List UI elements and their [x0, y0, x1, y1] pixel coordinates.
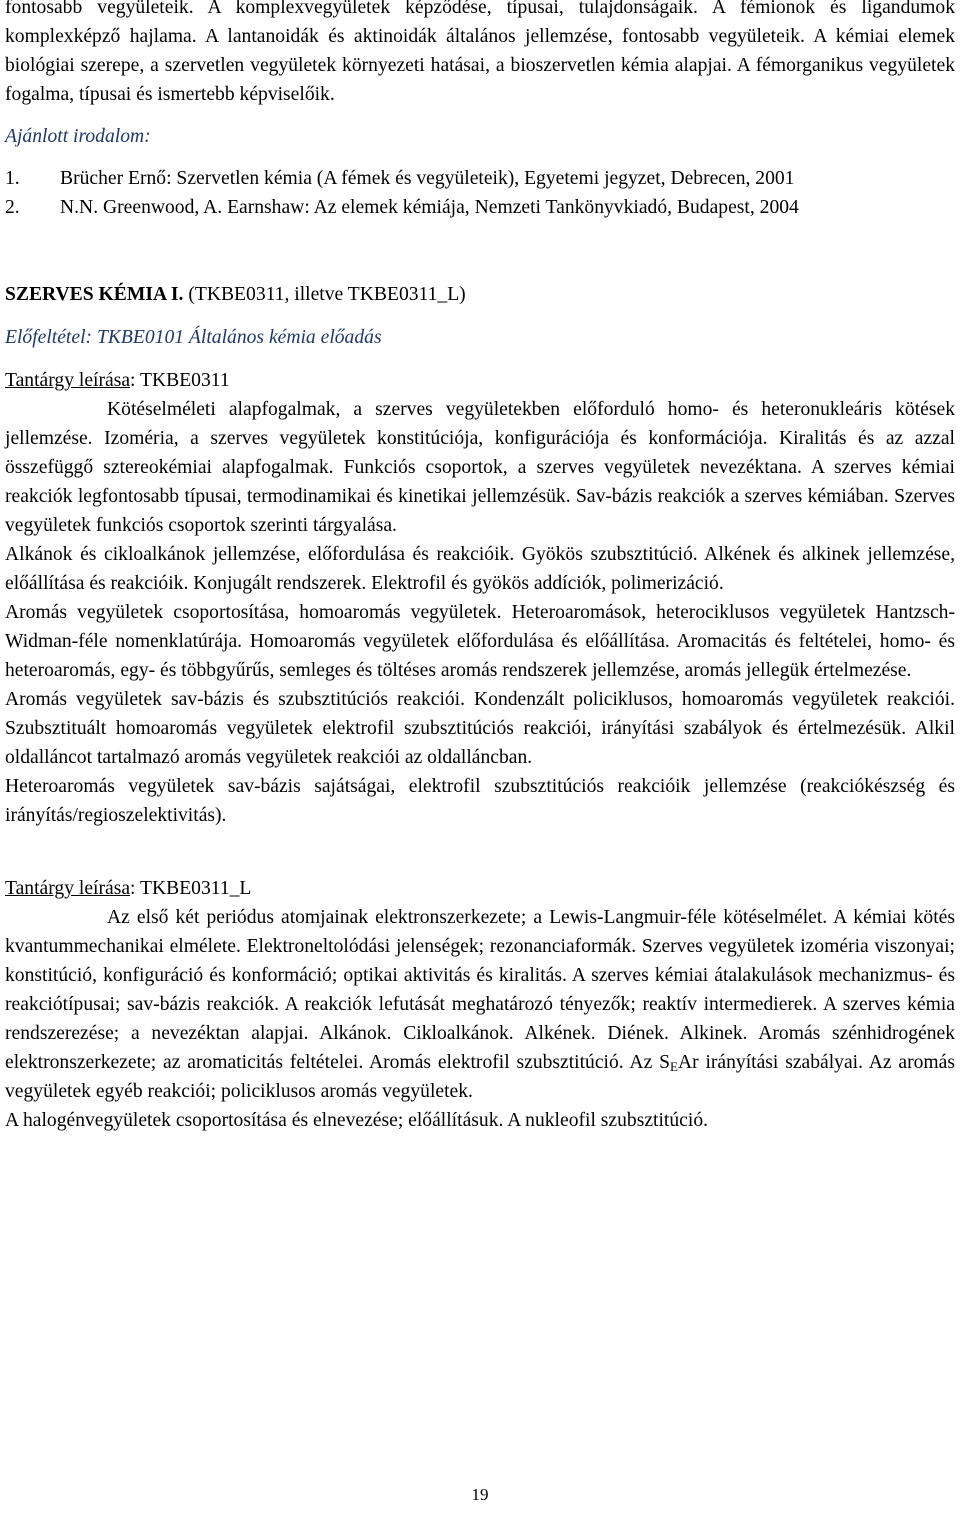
- description-paragraph: Aromás vegyületek csoportosítása, homoaromás vegyületek. Heteroaromások, heterociklusos vegyületek Hantzsch-Widman-féle nomenklatúrája. Homoaromás vegyületek előfordulása és előállítása. Aromacitás és feltételei, homo- és heteroaromás, egy- és többgyűrűs, semleges és töltéses aromás rendszerek jellemzése, aromás jellegük értelmezése.: [5, 602, 955, 681]
- reference-item: [5, 193, 955, 222]
- intro-paragraph: fontosabb vegyületeik. A komplexvegyületek képződése, típusai, tulajdonságaik. A fémionok és ligandumok komplexképző hajlama. A lantanoidák és aktinoidák általános jellemzése, fontosabb vegyületeik. A kémiai elemek biológiai szerepe, a szervetlen vegyületek környezeti hatásai, a bioszervetlen kémia alapjai. A fémorganikus vegyületek fogalma, típusai és ismertebb képviselőik.: [5, 0, 955, 105]
- description-label: Tantárgy leírása: [5, 370, 131, 391]
- description-code: : TKBE0311_L: [130, 878, 252, 899]
- prerequisite: Előfeltétel: TKBE0101 Általános kémia előadás: [5, 327, 382, 348]
- lab-description-text: Az első két periódus atomjainak elektronszerkezete; a Lewis-Langmuir-féle kötéselmélet. A kémiai kötés kvantummechanikai elmélete. Elektroneltolódási jelenségek; rezonanciaformák. Szerves vegyületek izoméria viszonyai; konstitúció, konfiguráció és konformáció; optikai aktivitás és kiralitás. A szerves kémiai átalakulások mechanizmus- és reakciótípusai; sav-bázis reakciók. A reakciók lefutását meghatározó tényezők; reaktív intermedierek. A szerves kémia rendszerezése; a nevezéktan alapjai. Alkánok. Cikloalkánok. Alkének. Diének. Alkinek. Aromás szénhidrogének elektronszerkezete; az aromaticitás feltételei. Aromás elektrofil szubsztitúció. Az S: [5, 907, 955, 1073]
- lab-description-paragraph: [5, 903, 955, 1106]
- description-paragraph: Aromás vegyületek sav-bázis és szubsztitúciós reakciói. Kondenzált policiklusos, homoaromás vegyületek reakciói. Szubsztituált homoaromás vegyületek elektrofil szubsztitúciós reakciói, irányítási szabályok és értelmezésük. Alkil oldalláncot tartalmazó aromás vegyületek reakciói az oldalláncban.: [5, 689, 955, 768]
- description-paragraph: Kötéselméleti alapfogalmak, a szerves vegyületekben előforduló homo- és heteronukleáris kötések jellemzése. Izoméria, a szerves vegyületek konstitúciója, konfigurációja és konformációja. Kiralitás és az azzal összefüggő sztereokémiai alapfogalmak. Funkciós csoportok, a szerves vegyületek nevezéktana. A szerves kémiai reakciók legfontosabb típusai, termodinamikai és kinetikai jellemzésük. Sav-bázis reakciók a szerves kémiában. Szerves vegyületek funkciós csoportok szerinti tárgyalása.: [5, 399, 955, 536]
- course-title-codes: (TKBE0311, illetve TKBE0311_L): [183, 284, 466, 305]
- reference-text: Brücher Ernő: Szervetlen kémia (A fémek és vegyületeik), Egyetemi jegyzet, Debrecen, 2001: [60, 168, 795, 189]
- description-heading-1: [5, 366, 955, 395]
- description-paragraph: Heteroaromás vegyületek sav-bázis sajátságai, elektrofil szubsztitúciós reakcióik jellemzése (reakciókészség és irányítás/regioszelektivitás).: [5, 776, 955, 826]
- reference-item: [5, 164, 955, 193]
- page-number: 19: [471, 1485, 489, 1504]
- description-label: Tantárgy leírása: [5, 878, 131, 899]
- description-code: : TKBE0311: [130, 370, 230, 391]
- lab-description-last-line: A halogénvegyületek csoportosítása és elnevezése; előállításuk. A nukleofil szubsztitúció.: [5, 1110, 709, 1131]
- reference-list: [5, 164, 955, 222]
- reference-text: N.N. Greenwood, A. Earnshaw: Az elemek kémiája, Nemzeti Tankönyvkiadó, Budapest, 2004: [60, 197, 799, 218]
- description-heading-2: [5, 874, 955, 903]
- subscript-e: E: [670, 1059, 678, 1074]
- course-title-name: SZERVES KÉMIA I.: [5, 284, 184, 305]
- description-paragraph: Alkánok és cikloalkánok jellemzése, előfordulása és reakcióik. Gyökös szubsztitúció. Alkének és alkinek jellemzése, előállítása és reakcióik. Konjugált rendszerek. Elektrofil és gyökös addíciók, polimerizáció.: [5, 544, 955, 594]
- reference-number: 2.: [5, 197, 20, 218]
- course-title: [5, 280, 955, 309]
- literature-heading: Ajánlott irodalom:: [5, 126, 151, 147]
- reference-number: 1.: [5, 168, 20, 189]
- lab-description-text-cont: Ar irányítási szabályai. Az aromás vegyületek egyéb reakciói; policiklusos aromás vegyületek.: [5, 1052, 955, 1102]
- document-page: [5, 0, 955, 1135]
